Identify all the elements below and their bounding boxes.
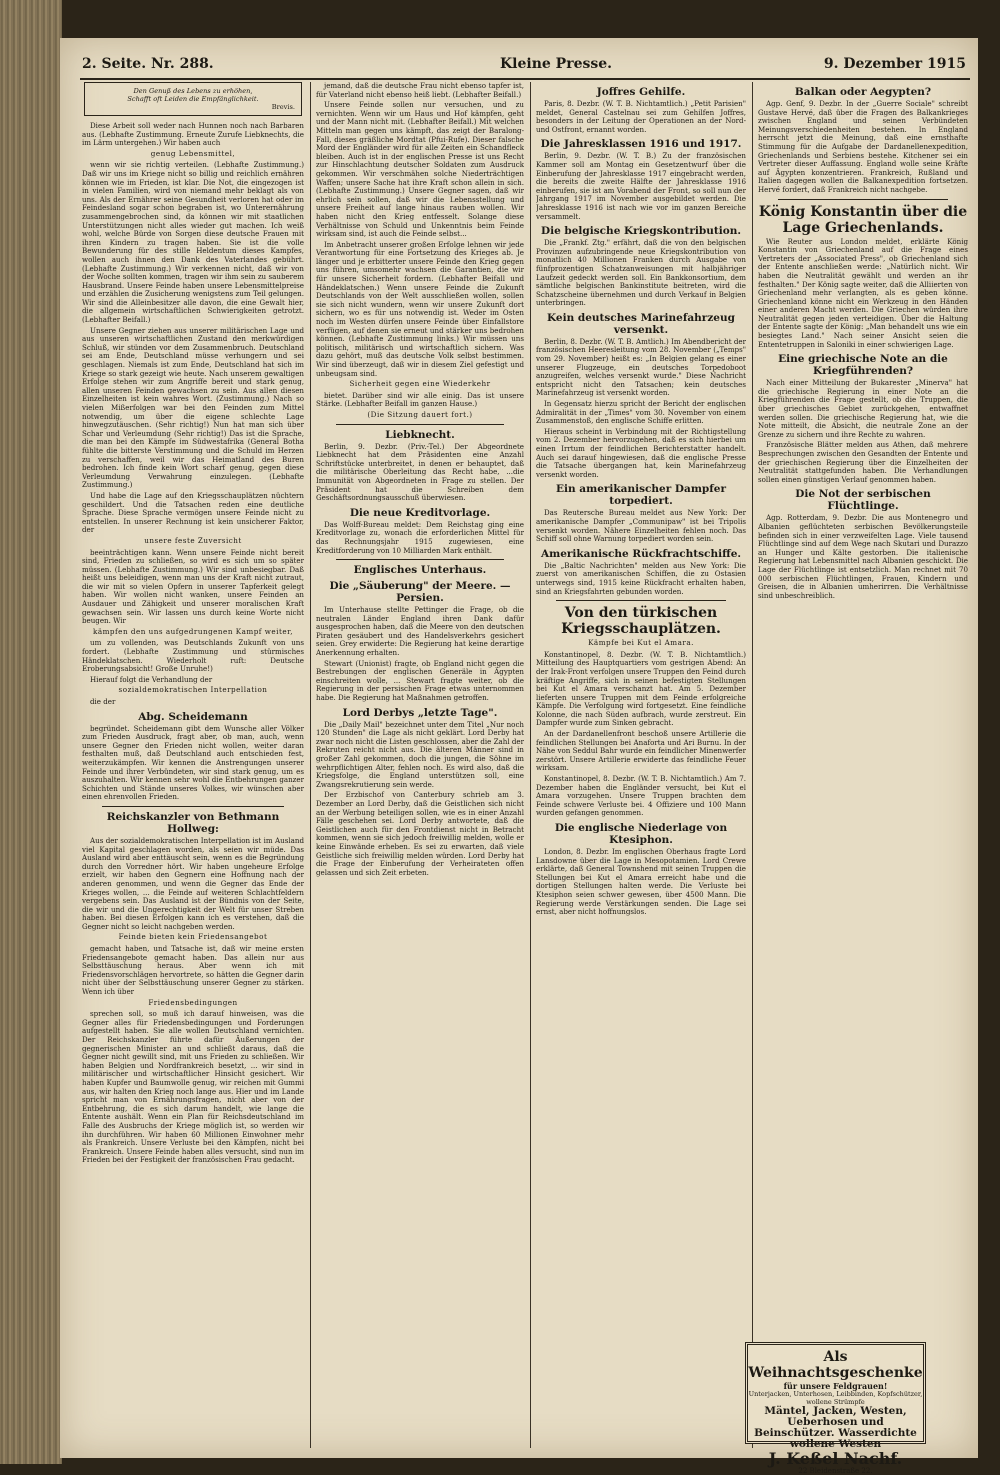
paragraph: Das Reutersche Bureau meldet aus New York: Der amerikanische Dampfer „Communipaw" ist bei Tripolis versenkt worden. Nähere Einzelheiten fehlen noch. Das Schiff soll ohne Warnung torpediert worden sein. <box>536 508 746 544</box>
paragraph: Im Unterhause stellte Pettinger die Frage, ob die neutralen Länder England ihren Dank dafür ausgesprochen haben, daß die Meere von den deutschen Piraten gesäubert und des Handelsverkehrs gesichert seien. Grey erwiderte: Die Regierung hat keine derartige Anerkennung erhalten. <box>316 605 524 658</box>
column-rule <box>310 82 311 1448</box>
motto-line-1: Den Genuß des Lebens zu erhöhen, <box>133 87 253 95</box>
paragraph: Und habe die Lage auf den Kriegsschauplätzen nüchtern geschildert. Und die Tatsachen reden eine deutliche Sprache. Diese Sprache vermögen unsere Feinde nicht zu entstellen. In unserer Rechnung ist kein unsicherer Faktor, der <box>82 490 304 535</box>
column-4 <box>758 82 968 1330</box>
paragraph: Die „Daily Mail" bezeichnet unter dem Titel „Nur noch 120 Stunden" die Lage als nicht geklärt. Lord Derby hat zwar noch nicht die Listen geschlossen, aber die Zahl der Rekruten reicht nicht aus. Die älteren Männer sind in großer Zahl gekommen, doch die jungen, die Söhne im wehrpflichtigen Alter, fehlen noch. Es wird also, daß die Kriegsfolge, die England unterstützen soll, eine Zwangsrekrutierung sein werde. <box>316 719 524 789</box>
heading-derby: Lord Derbys „letzte Tage". <box>342 706 498 719</box>
heading-saeuberung: Die „Säuberung" der Meere. — Persien. <box>329 580 511 605</box>
subheading: Kämpfe bei Kut el Amara. <box>588 638 694 648</box>
column-2 <box>316 82 524 1448</box>
paragraph: Berlin, 9. Dezbr. (Priv.-Tel.) Der Abgeordnete Liebknecht hat dem Präsidenten eine Anzahl Schriftstücke unterbreitet, in denen er behauptet, daß die militärische Oberleitung das Recht habe, ...die Immunität von Abgeordneten in Frage zu stellen. Der Präsident hat die Schreiben dem Geschäftsordnungsausschuß überwiesen. <box>316 441 524 503</box>
newspaper-page <box>60 38 978 1458</box>
paragraph: Der Erzbischof von Canterbury schrieb am 3. Dezember an Lord Derby, daß die Geistlichen sich nicht an der Werbung beteiligen sollen, wie es in einer Anzahl Fälle geschehen sei. Lord Derby antwortete, daß die Geistlichen auch für den Frontdienst nicht in Betracht kommen, wenn sie sich jedoch freiwillig melden, wolle er keine Einwände erheben. Es sei zu erwarten, daß viele Geistliche sich freiwillig melden würden. Lord Derby hat die Frage der Einberufung der Verheirateten offen gelassen und sich Zeit erbeten. <box>316 790 524 877</box>
column-1 <box>82 82 304 1448</box>
column-3 <box>536 82 746 1448</box>
paragraph: um zu vollenden, was Deutschlands Zukunft von uns fordert. (Lebhafte Zustimmung und stürmisches Händeklatschen. Wiederholt ruft: Deutsche Eroberungsabsicht! Große Unruhe!) <box>82 638 304 674</box>
paragraph: An der Dardanellenfront beschoß unsere Artillerie die feindlichen Stellungen bei Anaforta und Ari Burnu. In der Nähe von Seddul Bahr wurde ein feindlicher Minenwerfer zerstört. Unsere Artillerie erwiderte das feindliche Feuer wirksam. <box>536 729 746 773</box>
page-number: 2. Seite. Nr. 288. <box>82 56 214 72</box>
paragraph: Unsere Feinde sollen nur versuchen, und zu vernichten. Wenn wir um Haus und Hof kämpfen, geht und der Mann nicht mit. (Lebhafter Beifall.) Mit welchen Mitteln man gegen uns kämpft, das zeigt der Baralong-Fall, dieses gräßliche Mordtat (Pfui-Rufe). Dieser falsche Mord der Engländer wird für alle Zeiten ein Schandfleck bleiben. Auch ist in der englischen Presse ist uns Recht zur Hinschlachtung deutscher Soldaten zum Ausdruck gekommen. Wir verschmähen solche Niederträchtigen Waffen; unsere Sache hat ihre Kraft schon allein in sich. (Lebhafte Zustimmung.) Unsere Gegner sagen, daß wir ehrlich sein sollen, daß wir die Lebensstellung und unsere Freiheit auf lange hinaus rauben wollen. Wir haben nicht den Krieg entfesselt. Solange diese Verhältnisse von Schuld und Unkenntnis beim Feinde wirksam sind, ist auch die Feinde selbst... <box>316 100 524 239</box>
subheading: sozialdemokratischen Interpellation <box>118 685 268 695</box>
subheading: genug Lebensmittel, <box>150 148 236 158</box>
heading-marine: Kein deutsches Marinefahrzeug versenkt. <box>547 311 735 336</box>
separator <box>102 806 284 807</box>
paragraph: In Gegensatz hierzu spricht der Bericht der englischen Admiralität in der „Times" vom 30. November von einem Zusammenstoß, den englische Schiffe erlitten. <box>536 399 746 426</box>
paragraph: Diese Arbeit soll weder nach Hunnen noch nach Barbaren aus. (Lebhafte Zustimmung. Erneute Zurufe Liebknechts, die im Lärm untergehen.) Wir haben auch <box>82 121 304 148</box>
paper-title: Kleine Presse. <box>500 56 613 72</box>
paragraph: Agp. Rotterdam, 9. Dezbr. Die aus Montenegro und Albanien geflüchteten serbischen Bevölkerungsteile befinden sich in einer verzweifelten Lage. Viele tausend Flüchtlinge sind auf dem Wege nach Skutari und Durazzo an Hunger und Kälte gestorben. Die italienische Regierung hat Lebensmittel nach Albanien geschickt. Die Lage der Flüchtlinge ist entsetzlich. Man rechnet mit 70 000 serbischen Flüchtlingen, Frauen, Kindern und Greisen, die in Albanien umherirren. Die Verhältnisse sind unbeschreiblich. <box>758 513 968 600</box>
paragraph: bietet. Darüber sind wir alle einig. Das ist unsere Stärke. (Lebhafter Beifall im ganzen Hause.) <box>316 390 524 409</box>
heading-kanzler: Reichskanzler von Bethmann Hollweg: <box>106 810 280 835</box>
subheading: Friedensbedingungen <box>148 997 238 1007</box>
motto-line-2: Schafft oft Leiden die Empfänglichkeit. <box>127 95 259 103</box>
paragraph: gemacht haben, und Tatsache ist, daß wir meine ersten Friedensangebote gemacht haben. Das allein nur aus Selbsttäuschung heraus. Aber wenn ich mit Friedensvorschlägen hervortrete, so hätten die Gegner darin nicht über der Selbsttäuschung unserer Gegner zu stärken. Wenn ich über <box>82 944 304 997</box>
heading-unterhaus: Englisches Unterhaus. <box>353 564 487 577</box>
ad-products: Mäntel, Jacken, Westen, Ueberhosen und Beinschützer. Wasserdichte wollene Westen <box>754 1405 917 1450</box>
motto-box <box>84 82 302 116</box>
paragraph: Stewart (Unionist) fragte, ob England nicht gegen die Bestrebungen der englischen Generäle in Ägypten einschreiten wolle, ... Stewart fragte weiter, ob die Regierung in der persischen Frage etwas unternommen habe. Die Regierung hat Maßnahmen getroffen. <box>316 658 524 703</box>
paragraph: Im Anbetracht unserer großen Erfolge lehnen wir jede Verantwortung für eine Fortsetzung des Krieges ab. Je länger und je erbitterter unsere Feinde den Krieg gegen uns führen, umsomehr wachsen die Garantien, die wir für unsere Sicherheit fordern. (Lebhafter Beifall und Händeklatschen.) Wenn unsere Feinde die Zukunft Deutschlands von der Welt ausschließen wollen, sollen sie sich nicht wundern, wenn wir unsere Zukunft dort sichern, wo es für uns notwendig ist. Weder im Osten noch im Westen dürfen unsere Feinde über Einfallstore verfügen, auf denen sie erneut und stärker uns bedrohen können. (Lebhafte Zustimmung links.) Wir müssen uns politisch, militärisch und wirtschaftlich sichern. Was dazu gehört, muß das deutsche Volk selbst bestimmen. Wir sind überzeugt, daß wir in diesem Ziel gefestigt und unbeugsam sind. <box>316 239 524 378</box>
paragraph: Berlin, 8. Dezbr. (W. T. B. Amtlich.) Im Abendbericht der französischen Heeresleitung vom 28. November („Temps" vom 29. November) heißt es: „In Belgien gelang es einer unserer Flugzeuge, ein deutsches Torpedoboot anzugreifen, welches versenkt wurde." Diese Nachricht entspricht nicht den Tatsachen; kein deutsches Marinefahrzeug ist versenkt worden. <box>536 336 746 398</box>
ad-items: Unterjacken, Unterhosen, Leibbinden, Kopfschützer, wollene Strümpfe <box>748 1390 923 1406</box>
paragraph: begründet. Scheidemann gibt dem Wunsche aller Völker zum Frieden Ausdruck, fragt aber, ob man, auch, wenn unsere Gegner den Frieden nicht wollen, weiter daran festhalten muß, daß Deutschland auch entschieden fest, weiterzukämpfen. Wir kennen die Anstrengungen unserer Feinde und ihrer Verbündeten, wir sind stark genug, um es auszuhalten. Wir kennen sehr wohl die Entbehrungen ganzer Schichten und Stände unseres Volkes, wir wünschen aber einen ehrenvollen Frieden. <box>82 723 304 802</box>
separator <box>778 199 948 200</box>
subheading: kämpfen den uns aufgedrungenen Kampf weiter, <box>92 626 294 636</box>
ad-address: 22 Bleidenstraße 22. <box>798 1467 873 1475</box>
issue-date: 9. Dezember 1915 <box>823 56 966 72</box>
paragraph: Paris, 8. Dezbr. (W. T. B. Nichtamtlich.) „Petit Parisien" meldet, General Castelnau sei zum Gehilfen Joffres, besonders in der Leitung der Operationen an der Nord- und Ostfront, ernannt worden. <box>536 99 746 134</box>
separator <box>336 559 504 560</box>
heading-ktesiphon: Die englische Niederlage von Ktesiphon. <box>554 822 728 846</box>
paragraph: Konstantinopel, 8. Dezbr. (W. T. B. Nichtamtlich.) Am 7. Dezember haben die Engländer versucht, bei Kut el Amara vorzugehen. Unsere Truppen brachten dem Feinde schwere Verluste bei. 4 Offiziere und 100 Mann wurden gefangen genommen. <box>536 774 746 818</box>
heading-note: Eine griechische Note an die Kriegführenden? <box>778 353 948 378</box>
heading-jahresklassen: Die Jahresklassen 1916 und 1917. <box>540 138 742 151</box>
paragraph: Das Wolff-Bureau meldet: Dem Reichstag ging eine Kreditvorlage zu, wonach die erforderlichen Mittel für das Rechnungsjahr 1915 zugewiesen, eine Kreditforderung von 10 Milliarden Mark enthält. <box>316 519 524 555</box>
paragraph: sprechen soll, so muß ich darauf hinweisen, was die Gegner alles für Friedensbedingungen und Forderungen aufgestellt haben. Sie alle wollen Deutschland vernichten. Der Reichskanzler führte dafür Äußerungen der gegnerischen Minister an und schließt daraus, daß die Gegner nicht gewillt sind, mit uns Frieden zu schließen. Wir haben Belgien und Nordfrankreich besetzt, ... wir sind in militärischer und wirtschaftlicher Hinsicht gesichert. Wir haben Kupfer und Baumwolle genug, wir reichen mit Gummi aus, wir halten den Krieg noch lange aus. Hier und im Lande spricht man von Ernährungsfragen, nicht aber von der Entbehrung, die es sich darum handelt, wie lange die Entente aushält. Wenn ein Plan für Reichsdeutschland im Falle des Ausbruchs der Kriege möglich ist, so werden wir ihn durchführen. Wir haben 60 Millionen Einwohner mehr als Frankreich. Unsere Verluste bei den Kämpfen, nicht bei Frankreich. Unsere Feinde haben alles versucht, sind nun im Frieden bei der Festigkeit der französischen Frau gedacht. <box>82 1009 304 1165</box>
paragraph: beeinträchtigen kann. Wenn unsere Feinde nicht bereit sind, Frieden zu schließen, so wird es sich um so später müssen. (Lebhafte Zustimmung.) Wir sind unbesiegbar. Daß heißt uns beleidigen, wenn man uns der Kraft nicht zutraut, die wir mit so vielen Opfern in unserer Tapferkeit gelegt haben. Wir wollen nicht wanken, unsere Feinden an Ausdauer und Zähigkeit und unserer moralischen Kraft gewachsen sein. Wir lassen uns durch keine Worte nicht beugen. Wir <box>82 547 304 626</box>
heading-kredit: Die neue Kreditvorlage. <box>349 506 491 519</box>
paragraph: Wie Reuter aus London meldet, erklärte König Konstantin von Griechenland auf die Frage eines Vertreters der „Associated Press", ob Griechenland sich der Entente anschließen werde: „Natürlich nicht. Wir haben die Neutralität gewählt und werden an ihr festhalten." Der König sagte weiter, daß die Alliierten von Griechenland mehr verlangten, als es geben könne. Griechenland könne nicht ein Werkzeug in den Händen einer anderen Macht werden. Die Griechen würden ihre Neutralität gegen jeden verteidigen. Über die Haltung der Entente sagte der König: „Man behandelt uns wie ein besiegtes Land." Nach seiner Ansicht seien die Ententetruppen in Saloniki in einer schwierigen Lage. <box>758 236 968 349</box>
subheading: (Die Sitzung dauert fort.) <box>367 409 473 419</box>
advertisement <box>745 1342 926 1475</box>
separator <box>336 424 504 425</box>
ad-company: J. Keßel Nachf. <box>768 1449 903 1468</box>
book-binding <box>0 0 62 1464</box>
paragraph: die der <box>90 697 116 706</box>
heading-balkan: Balkan oder Aegypten? <box>794 86 932 98</box>
paragraph: Die „Baltic Nachrichten" melden aus New York: Die zuerst von amerikanischen Schiffen, die zu Ostasien unterwegs sind, 1915 keine Rückfracht erhalten haben, sind an Kriegsfahrten gebunden worden. <box>536 560 746 596</box>
paragraph: Französische Blätter melden aus Athen, daß mehrere Besprechungen zwischen den Gesandten der Entente und der griechischen Regierung über die Einzelheiten der Neutralität stattgefunden haben. Die Verhandlungen sollen einen günstigen Verlauf genommen haben. <box>758 440 968 484</box>
paragraph: Die „Frankf. Ztg." erfährt, daß die von den belgischen Provinzen aufzubringende neue Kriegskontribution von monatlich 40 Millionen Franken durch Ausgabe von fünfprozentigen Schatzanweisungen mit halbjähriger Laufzeit gedeckt werden soll. Ein Bankkonsortium, dem sämtliche belgischen Bankinstitute beitreten, wird die Schatzscheine übernehmen und durch Verkauf in Belgien unterbringen. <box>536 238 746 308</box>
heading-dampfer: Ein amerikanischer Dampfer torpediert. <box>556 483 726 508</box>
heading-tuerkei: Von den türkischen Kriegsschauplätzen. <box>561 605 721 638</box>
paragraph: Hieraus scheint in Verbindung mit der Richtigstellung vom 2. Dezember hervorzugehen, daß es sich hierbei um einen Irrtum der feindlichen Berichterstatter handelt. Auch sei darauf hingewiesen, daß die englische Presse die Tatsache übergangen hat, kein Marinefahrzeug versenkt worden. <box>536 426 746 479</box>
heading-kontribution: Die belgische Kriegskontribution. <box>540 225 742 238</box>
heading-rueckfracht: Amerikanische Rückfrachtschiffe. <box>540 547 742 560</box>
column-rule <box>752 82 753 1448</box>
motto-author: Brevis. <box>271 103 295 111</box>
paragraph: Agp. Genf, 9. Dezbr. In der „Guerre Sociale" schreibt Gustave Hervé, daß über die Fragen des Balkankrieges zwischen England und seinen Verbündeten Meinungsverschiedenheiten bestehen. In England herrscht jetzt die Meinung, daß eine ernsthafte Stimmung für die Aufgabe der Dardanellenexpedition, Griechenlands und Serbiens bestehe. Kitchener sei ein Vertreter dieser Auffassung. England wolle seine Kräfte auf Ägypten konzentrieren. Frankreich, Rußland und Italien dagegen wollen die Balkanexpedition fortsetzen. Hervé fordert, daß Frankreich nicht nachgebe. <box>758 99 968 194</box>
column-rule <box>530 82 531 1448</box>
heading-scheidemann: Abg. Scheidemann <box>138 710 248 723</box>
paragraph: London, 8. Dezbr. Im englischen Oberhaus fragte Lord Lansdowne über die Lage in Mesopotamien. Lord Crewe erklärte, daß General Townshend mit seinen Truppen die Stellungen bei Kut el Amara erreicht habe und die dortigen Stellungen halten werde. Die Verluste bei Ktesiphon seien schwer gewesen, über 4500 Mann. Die Regierung werde Verstärkungen senden. Die Lage sei ernst, aber nicht hoffnungslos. <box>536 847 746 917</box>
heading-fluechtlinge: Die Not der serbischen Flüchtlinge. <box>795 488 931 513</box>
page-header <box>80 52 970 80</box>
paragraph: Berlin, 9. Dezbr. (W. T. B.) Zu der französischen Kammer soll am Montag ein Gesetzentwurf über die Einberufung der Jahresklasse 1917 eingebracht werden, die bereits die zweite Hälfte der Jahresklasse 1916 einberufen, sie ist am Vorabend der Front, so soll nun der Jahrgang 1917 im November ausgebildet werden. Die Jahresklasse 1916 ist nach wie vor im ganzen Bereiche versammelt. <box>536 151 746 221</box>
paragraph: Aus der sozialdemokratischen Interpellation ist im Ausland viel Kapital geschlagen worden, als seien wir müde. Das Ausland wird aber enttäuscht sein, wenn es die Begründung durch den Vorredner hört. Wir haben ungeheure Erfolge erzielt, wir haben den Gegnern eine Hoffnung nach der anderen genommen, und wenn die Gegner das Ende der Krieges wollen, ... die Feinde auf weiteren Schlachtfeldern vergebens sein. Das Ausland ist der Bündnis von der Seite, die wir und die Ungerechtigkeit der Welt für unser Streben haben. Bei diesen Erfolgen kann ich es verstehen, daß die Gegner nicht so leicht nachgeben werden. <box>82 835 304 931</box>
paragraph: Konstantinopel, 8. Dezbr. (W. T. B. Nichtamtlich.) Mitteilung des Hauptquartiers vom gestrigen Abend: An der Irak-Front verfolgen unsere Truppen den Feind durch kräftige Angriffe, sich in seinen befestigten Stellungen bei Kut el Amara verschanzt hat. Am 5. Dezember lieferten unsere Truppen mit dem Feinde erfolgreiche Kämpfe. Die Verfolgung wird fortgesetzt. Eine feindliche Kolonne, die nach Süden aufbrach, wurde zerstreut. Ein Dampfer wurde zum Sinken gebracht. <box>536 649 746 728</box>
paragraph: jemand, daß die deutsche Frau nicht ebenso tapfer ist, für Vaterland nicht ebenso heiß liebt. (Lebhafter Beifall.) <box>316 82 524 99</box>
ad-subheadline: für unsere Feldgrauen! <box>783 1381 888 1391</box>
heading-koenig: König Konstantin über die Lage Griechenlands. <box>758 203 968 236</box>
heading-liebknecht: Liebknecht. <box>385 428 455 441</box>
paragraph: Nach einer Mitteilung der Bukarester „Minerva" hat die griechische Regierung in einer Note an die Kriegführenden die Frage gestellt, ob die Truppen, die über griechisches Gebiet zurückgehen, entwaffnet werden sollen. Die griechische Regierung hat, wie die Note mitteilt, die Absicht, die neutrale Zone an der Grenze zu sichern und ihre Rechte zu wahren. <box>758 378 968 439</box>
ad-headline: Als Weihnachtsgeschenke <box>748 1349 923 1381</box>
subheading: Sicherheit gegen eine Wiederkehr <box>349 379 491 389</box>
separator <box>556 600 726 601</box>
paragraph: Unsere Gegner ziehen aus unserer militärischen Lage und aus unseren wirtschaftlichen Zustand den merkwürdigen Schluß, wir stünden vor dem Zusammenbruch. Deutschland sei am Ende, Deutschland müsse verhungern und sei geschlagen. Niemals ist zum Ende, Deutschland hat sich im Kriege so stark gezeigt wie heute. Nach unserem gewaltigen Erfolge stehen wir zum Angriffe bereit und stark genug, allen unseren Feinden gewachsen zu sein. Aus allen diesen Einzelheiten ist kein wahres Wort. (Zustimmung.) Nach so vielen Mißerfolgen war bei den Feinden zum Mittel notwendig, um über die eigene schlechte Lage hinwegzutäuschen. (Sehr richtig!) Nun hat man sich über Schar und Verleumdung (Sehr richtig!) Das ist die Sprache, die man bei den Kämpfe im Südwestafrika (General Botha fühlte die bitterste Verstimmung und die Schuld im Herzen zu verschaffen, weil wir das Heimatland des Buren bedrohen. Ich finde kein Wort scharf genug, gegen diese Verleumdung Verwahrung einzulegen. (Lebhafte Zustimmung.) <box>82 325 304 490</box>
heading-joffre: Joffres Gehilfe. <box>596 86 686 98</box>
subheading: unsere feste Zuversicht <box>144 535 242 545</box>
paragraph: Hierauf folgt die Verhandlung der <box>90 674 213 684</box>
paragraph: wenn wir sie richtig verteilen. (Lebhafte Zustimmung.) Daß wir uns im Kriege nicht so billig und reichlich ernähren können wie im Frieden, ist klar. Die Not, die eingezogen ist in vielen Familien, wird von niemand mehr beklagt als von uns. Als der Ernährer seine Gesundheit verloren hat oder im Feindesland sogar schon begraben ist, wo Unterernährung zusammengebrochen sind, da können wir mit staatlichen Unterstützungen nicht alles wieder gut machen. Ich weiß wohl, welche Bürde von Sorgen diese deutsche Frauen mit ihren Kindern zu tragen haben. Sie ist die volle Bewunderung für des stille Heldentum dieses Kampfes, wollen auch ihnen den Dank des Vaterlandes gebührt. (Lebhafte Zustimmung.) Wir verkennen nicht, daß wir von der Woche sollten kommen, tragen wir ihm sein zu sauberem Hausbrand. Unsere Feinde haben unsere Lebensmittelpreise und erzählen die Zusicherung wenigstens zum Teil gelungen. Wir sind die Alleinbesitzer alle davon, die eine Gewalt hier, die allgemein wirtschaftlichen Schwierigkeiten getrotzt. (Lebhafter Beifall.) <box>82 160 304 325</box>
subheading: Feinde bieten kein Friedensangebot <box>118 932 268 942</box>
